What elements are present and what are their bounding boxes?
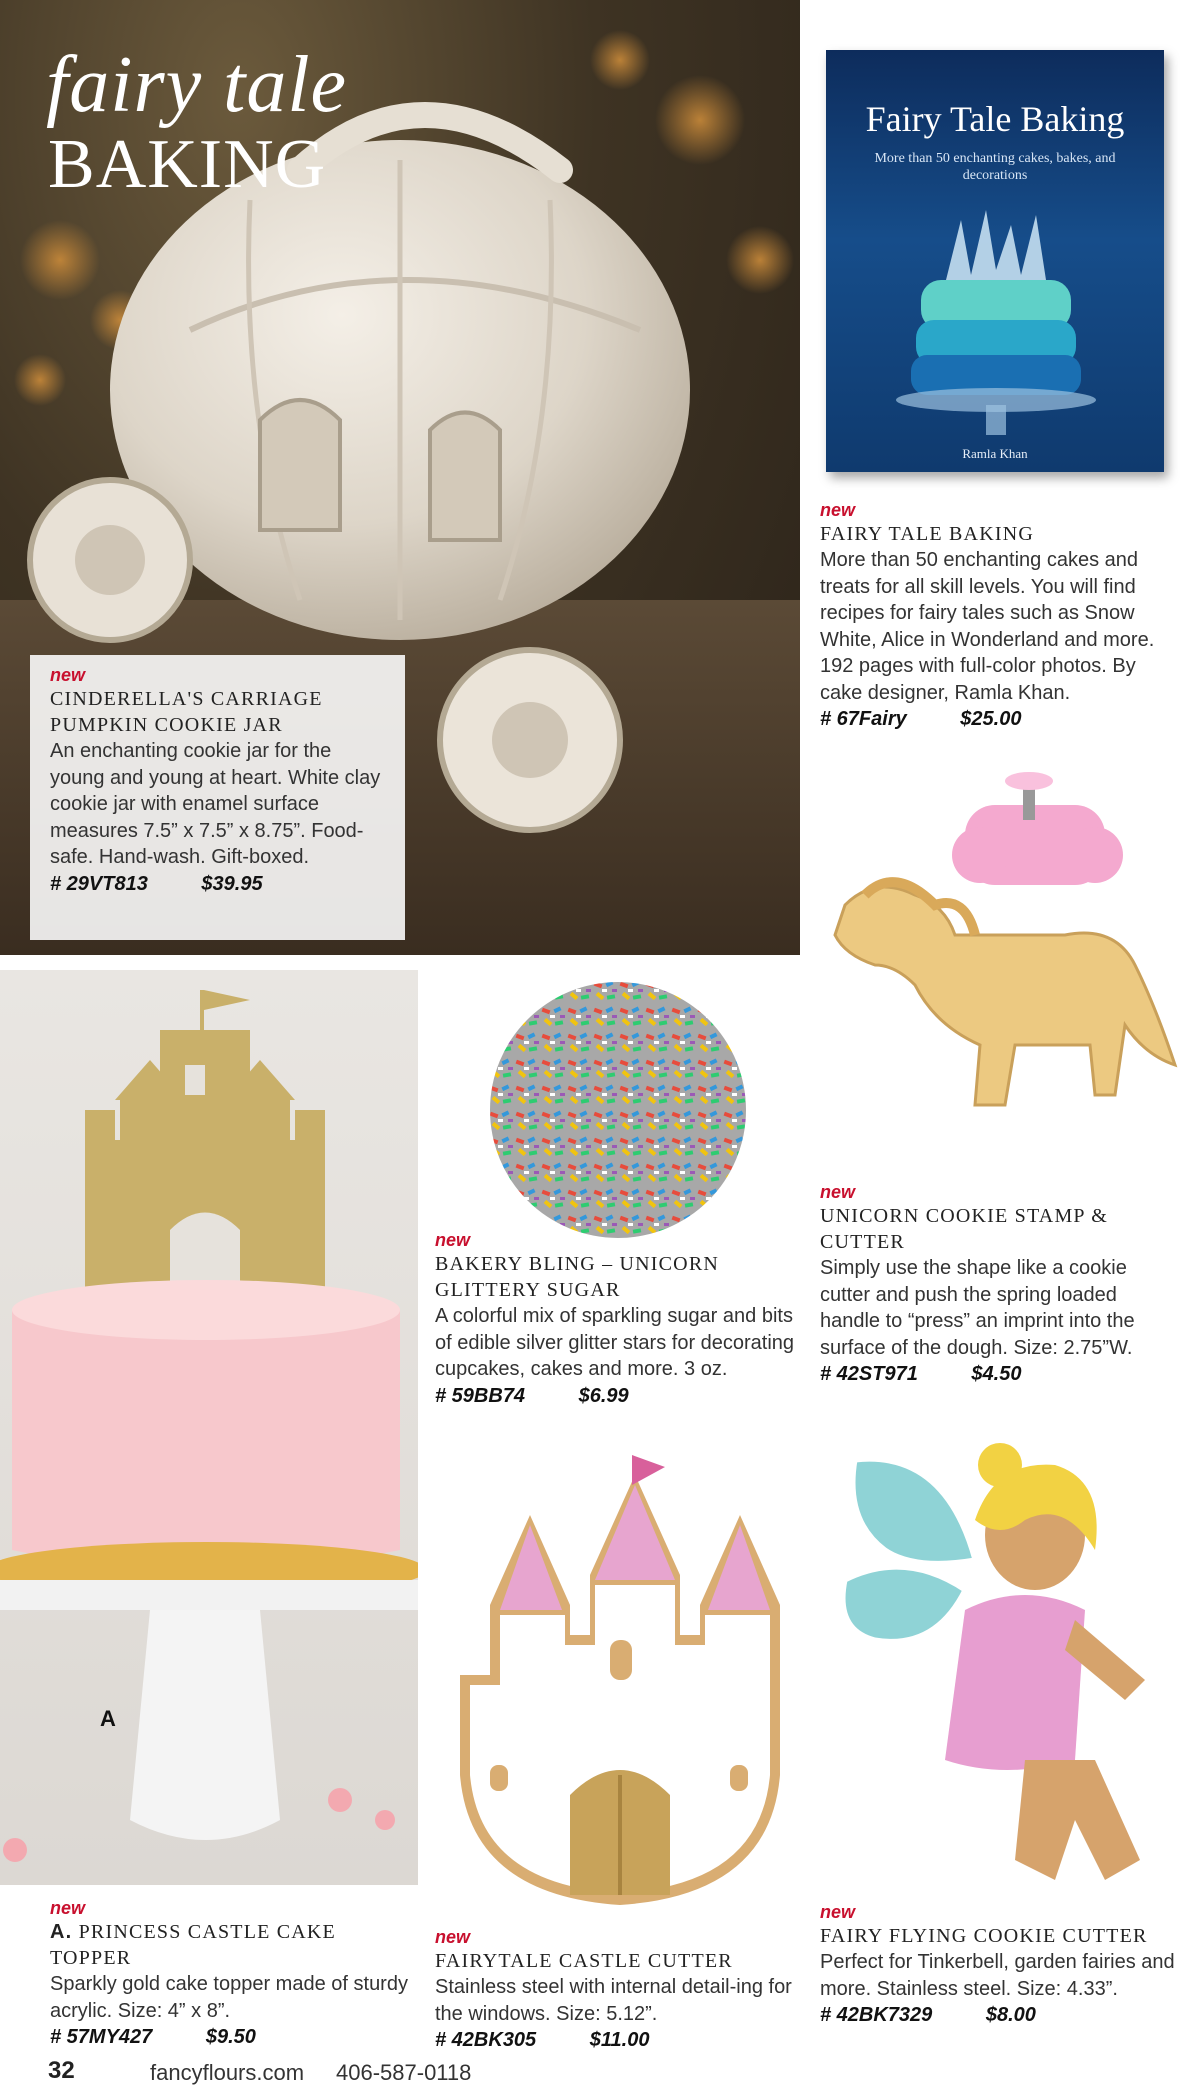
product-letter: A. <box>50 1921 73 1943</box>
product-price: $39.95 <box>201 872 263 895</box>
page-number: 32 <box>48 2057 75 2084</box>
product-title-text: PRINCESS CASTLE CAKE TOPPER <box>50 1921 336 1969</box>
product-title: CINDERELLA'S CARRIAGE PUMPKIN COOKIE JAR <box>50 688 323 736</box>
castle-cake-photo <box>0 970 418 1885</box>
product-price: $4.50 <box>971 1363 1022 1385</box>
fairy-product-block <box>820 1902 1180 2027</box>
price-line <box>50 873 385 896</box>
product-price: $11.00 <box>589 2029 650 2051</box>
footer-website-link[interactable]: fancyflours.com <box>150 2060 305 2085</box>
new-badge: new <box>820 1182 856 1202</box>
product-title: FAIRYTALE CASTLE CUTTER <box>435 1950 733 1972</box>
product-price: $6.99 <box>578 1384 629 1407</box>
bling-product-block <box>435 1230 795 1408</box>
product-description: Simply use the shape like a cookie cutter and push the spring loaded handle to “press” an imprint into the surface of the dough. Size: 2.75”W. <box>820 1257 1135 1359</box>
product-title: UNICORN COOKIE STAMP & CUTTER <box>820 1205 1108 1253</box>
book-cover-title: Fairy Tale Baking <box>865 99 1125 139</box>
price-line <box>820 708 1180 731</box>
book-cover-author: Ramla Khan <box>962 446 1028 461</box>
new-badge: new <box>435 1927 471 1947</box>
price-line <box>820 1363 1180 1386</box>
product-description: More than 50 enchanting cakes and treats for all skill levels. You will find recipes for fairy tales such as Snow White, Alice in Wonderland and more. 192 pages with full-color photos. By cake designer, Ramla Khan. <box>820 549 1155 704</box>
product-description: Stainless steel with internal detail-ing for the windows. Size: 5.12”. <box>435 1976 792 2025</box>
new-badge: new <box>50 1898 86 1918</box>
product-price: $9.50 <box>205 2026 256 2048</box>
product-description: Perfect for Tinkerbell, garden fairies and more. Stainless steel. Size: 4.33”. <box>820 1951 1175 2000</box>
product-sku: # 42BK305 <box>435 2029 537 2051</box>
product-description: A colorful mix of sparkling sugar and bits of edible silver glitter stars for decorating cupcakes, cakes and more. 3 oz. <box>435 1305 795 1380</box>
price-line <box>820 2004 1180 2027</box>
book-cover-subtitle: More than 50 enchanting cakes, bakes, and decorations <box>874 151 1116 183</box>
page-title-script: fairy tale <box>46 41 348 129</box>
new-badge: new <box>820 1902 856 1922</box>
product-title: BAKERY BLING – UNICORN GLITTERY SUGAR <box>435 1253 719 1301</box>
price-line <box>435 2029 795 2052</box>
product-price: $25.00 <box>960 708 1022 730</box>
page-title: BAKING <box>48 126 327 203</box>
castle-cake-image <box>0 970 418 1885</box>
product-price: $8.00 <box>985 2004 1036 2026</box>
topper-product-block <box>50 1898 410 2049</box>
new-badge: new <box>50 665 86 685</box>
glitter-sugar-image <box>488 980 748 1240</box>
product-description: Sparkly gold cake topper made of sturdy acrylic. Size: 4” x 8”. <box>50 1973 408 2022</box>
product-title <box>50 1919 410 1971</box>
photo-label-a: A <box>100 1706 116 1731</box>
product-sku: # 29VT813 <box>50 872 148 895</box>
product-sku: # 59BB74 <box>435 1384 526 1407</box>
price-line <box>435 1385 795 1408</box>
footer-phone: 406-587-0118 <box>336 2060 472 2085</box>
product-sku: # 42ST971 <box>820 1363 918 1385</box>
product-sku: # 42BK7329 <box>820 2004 933 2026</box>
new-badge: new <box>435 1230 471 1250</box>
product-sku: # 57MY427 <box>50 2026 153 2048</box>
book-cover <box>826 50 1164 472</box>
cookie-jar-card <box>30 655 405 940</box>
product-title: FAIRY FLYING COOKIE CUTTER <box>820 1925 1148 1947</box>
product-sku: # 67Fairy <box>820 708 907 730</box>
fairy-cookie-image <box>825 1440 1165 1900</box>
unicorn-cookie-stamp-image <box>815 765 1185 1185</box>
new-badge: new <box>820 500 856 520</box>
price-line <box>50 2026 410 2049</box>
castle-cutter-product-block <box>435 1927 795 2052</box>
book-product-block <box>820 500 1180 731</box>
unicorn-product-block <box>820 1182 1180 1386</box>
product-title: FAIRY TALE BAKING <box>820 523 1034 545</box>
castle-cookie-image <box>450 1455 790 1915</box>
blue-cake-image <box>886 200 1106 440</box>
product-description: An enchanting cookie jar for the young and young at heart. White clay cookie jar with enamel surface measures 7.5” x 7.5” x 8.75”. Food-safe. Hand-wash. Gift-boxed. <box>50 740 381 868</box>
